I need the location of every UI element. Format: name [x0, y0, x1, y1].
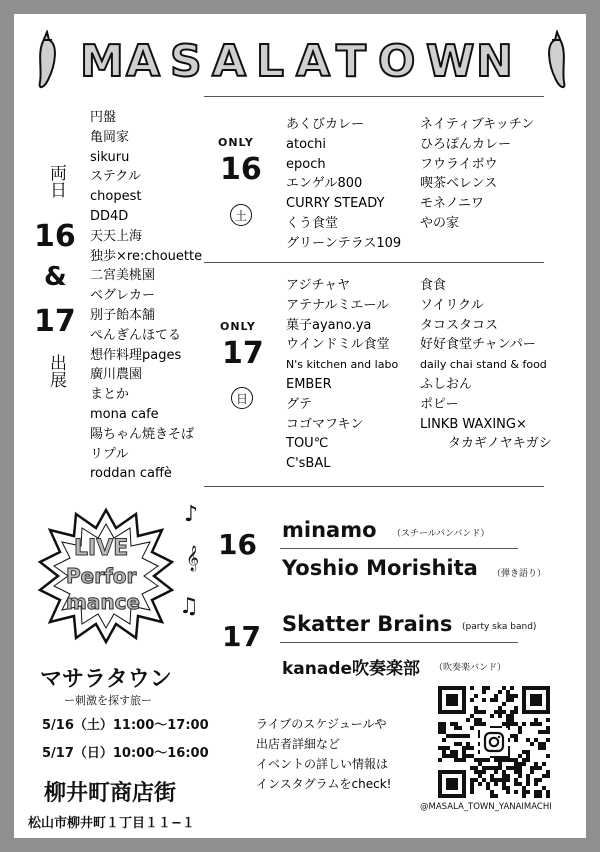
live-label-1: LIVE: [74, 536, 129, 561]
day17-weekday: 日: [231, 387, 253, 409]
pepper-left-icon: [32, 30, 62, 96]
vendor-item: 円盤: [90, 110, 117, 125]
live-act-name: Yoshio Morishita: [282, 556, 478, 580]
vendor-item: 独歩×re:chouette: [90, 248, 203, 264]
live-act-note: （吹奏楽バンド）: [434, 663, 507, 673]
instagram-info-line: ライブのスケジュールや: [256, 717, 387, 731]
qr-code[interactable]: [438, 686, 550, 798]
vendor-item: ポピー: [420, 396, 459, 412]
vendor-item: まとか: [90, 387, 130, 403]
title-letter: A: [296, 36, 331, 87]
vendor-item: エンゲル800: [286, 176, 363, 192]
title-letter: S: [170, 36, 202, 87]
title-letter: O: [378, 36, 416, 87]
vendor-item: chopest: [90, 189, 142, 205]
vendor-item: グテ: [286, 396, 313, 412]
live-act-note: （弾き語り）: [492, 569, 547, 579]
divider: [280, 642, 518, 643]
title-letter: A: [126, 36, 161, 87]
day16-weekday: 土: [230, 204, 252, 226]
day16-vendors-col1: [286, 115, 401, 254]
vendor-item: 想作料理pages: [90, 347, 182, 363]
vendor-item: 喫茶ベレンス: [420, 176, 498, 192]
divider: [204, 486, 544, 487]
vendor-item: DD4D: [90, 208, 129, 224]
divider: [204, 262, 544, 263]
vendor-item: ふしおん: [420, 376, 473, 392]
live-label-3: mance: [66, 590, 140, 614]
day16-only: ONLY: [218, 136, 254, 149]
event-date-1: 5/16（土）11:00〜17:00: [42, 718, 209, 733]
vendor-item: タコスタコス: [420, 317, 499, 333]
vendor-item: グリーンテラス109: [286, 235, 402, 251]
both-days-day1: 16: [34, 219, 76, 254]
title-letter: A: [212, 36, 247, 87]
vendor-item: やの家: [420, 215, 460, 231]
title-letter: T: [336, 36, 367, 87]
vendor-item: フウライボウ: [420, 156, 498, 172]
poster: [14, 14, 586, 838]
vendor-item: リプル: [90, 446, 129, 462]
event-subtitle: ー刺激を探す旅ー: [64, 694, 152, 707]
vendor-item: LINKB WAXING×: [420, 416, 527, 432]
vendor-item: ぺんぎんほてる: [90, 327, 182, 343]
live-act-note: （スチールパンバンド）: [392, 529, 490, 539]
day16-vendors-col2: [420, 115, 534, 234]
both-days-day2: 17: [34, 304, 76, 339]
live-day17: 17: [222, 620, 261, 653]
vendor-item: roddan caffè: [90, 466, 172, 482]
pepper-right-icon: [542, 30, 572, 96]
day17-num: 17: [222, 336, 264, 371]
day17-vendors-col1: [286, 276, 398, 474]
vendor-item: 別子飴本舗: [90, 307, 156, 323]
vendor-item: コゴマフキン: [286, 416, 364, 432]
vendor-item: 好好食堂チャンパー: [420, 337, 536, 353]
live-act-name: kanade吹奏楽部: [282, 659, 421, 679]
instagram-info-line: イベントの詳しい情報は: [256, 757, 389, 771]
title-letter: N: [476, 36, 513, 87]
day17-only: ONLY: [220, 320, 256, 333]
vendor-item: ひろぽんカレー: [420, 136, 512, 152]
day17-vendors-col2: [420, 276, 552, 454]
vendor-item: C'sBAL: [286, 456, 331, 472]
instagram-handle[interactable]: @MASALA_TOWN_YANAIMACHI: [420, 802, 552, 812]
vendor-item: epoch: [286, 156, 326, 172]
vendor-item: 二宮美桃園: [90, 268, 156, 284]
vendor-item: ベグレカー: [90, 288, 156, 304]
title-letter: L: [256, 36, 285, 87]
both-days-label-bottom: 出展: [46, 354, 66, 388]
vendor-item: 亀岡家: [90, 129, 130, 145]
live-act-note: (party ska band): [462, 622, 537, 632]
vendor-item: N's kitchen and labo: [286, 358, 399, 372]
vendor-item: 陽ちゃん焼きそば: [90, 426, 195, 442]
vendor-item: ウインドミル食堂: [286, 337, 390, 353]
instagram-info-line: インスタグラムをcheck!: [256, 777, 392, 791]
vendor-item: TOU℃: [286, 436, 329, 452]
vendor-item: 食食: [420, 278, 447, 293]
instagram-info-text: [256, 714, 391, 794]
live-act-name: Skatter Brains: [282, 612, 453, 636]
vendor-item: タカギノヤキガシ: [448, 436, 552, 452]
vendor-item: 天天上海: [90, 228, 143, 244]
event-name: マサラタウン: [40, 667, 172, 692]
vendor-item: mona cafe: [90, 406, 159, 422]
vendor-item: ステクル: [90, 169, 141, 185]
vendor-item: 菓子ayano.ya: [286, 317, 372, 333]
title-letter: W: [426, 36, 475, 87]
instagram-info-line: 出店者詳細など: [256, 737, 341, 751]
vendor-item: 廣川農園: [90, 367, 143, 383]
vendor-item: あくびカレー: [286, 117, 365, 132]
vendor-item: EMBER: [286, 376, 332, 392]
event-address: 松山市柳井町１丁目１１−１: [28, 816, 195, 831]
vendor-item: くう食堂: [286, 215, 339, 231]
vendor-item: アジチャヤ: [286, 278, 351, 293]
both-days-amp: &: [44, 262, 67, 292]
vendor-item: CURRY STEADY: [286, 196, 385, 212]
vendor-item: sikuru: [90, 149, 130, 165]
both-days-vendor-list: [90, 108, 202, 484]
vendor-item: atochi: [286, 136, 327, 152]
vendor-item: ネイティブキッチン: [420, 117, 535, 132]
music-note-icon: ♫: [179, 594, 199, 619]
music-note-icon: ♪: [184, 502, 199, 527]
divider: [280, 548, 518, 549]
live-act-name: minamo: [282, 518, 377, 542]
vendor-item: アテナルミエール: [286, 297, 390, 313]
both-days-label-top: 両日: [46, 164, 66, 198]
vendor-item: daily chai stand & food: [420, 358, 547, 372]
instagram-icon: [480, 728, 508, 756]
divider: [204, 96, 544, 97]
vendor-item: ソイリクル: [420, 297, 484, 313]
title-letter: M: [80, 36, 124, 87]
event-venue: 柳井町商店街: [44, 781, 177, 806]
vendor-item: モネノニワ: [420, 196, 484, 212]
live-day16: 16: [218, 528, 257, 561]
event-date-2: 5/17（日）10:00〜16:00: [42, 746, 209, 761]
day16-num: 16: [220, 152, 262, 187]
treble-clef-icon: 𝄞: [186, 546, 200, 571]
live-label-2: Perfor: [66, 564, 137, 588]
